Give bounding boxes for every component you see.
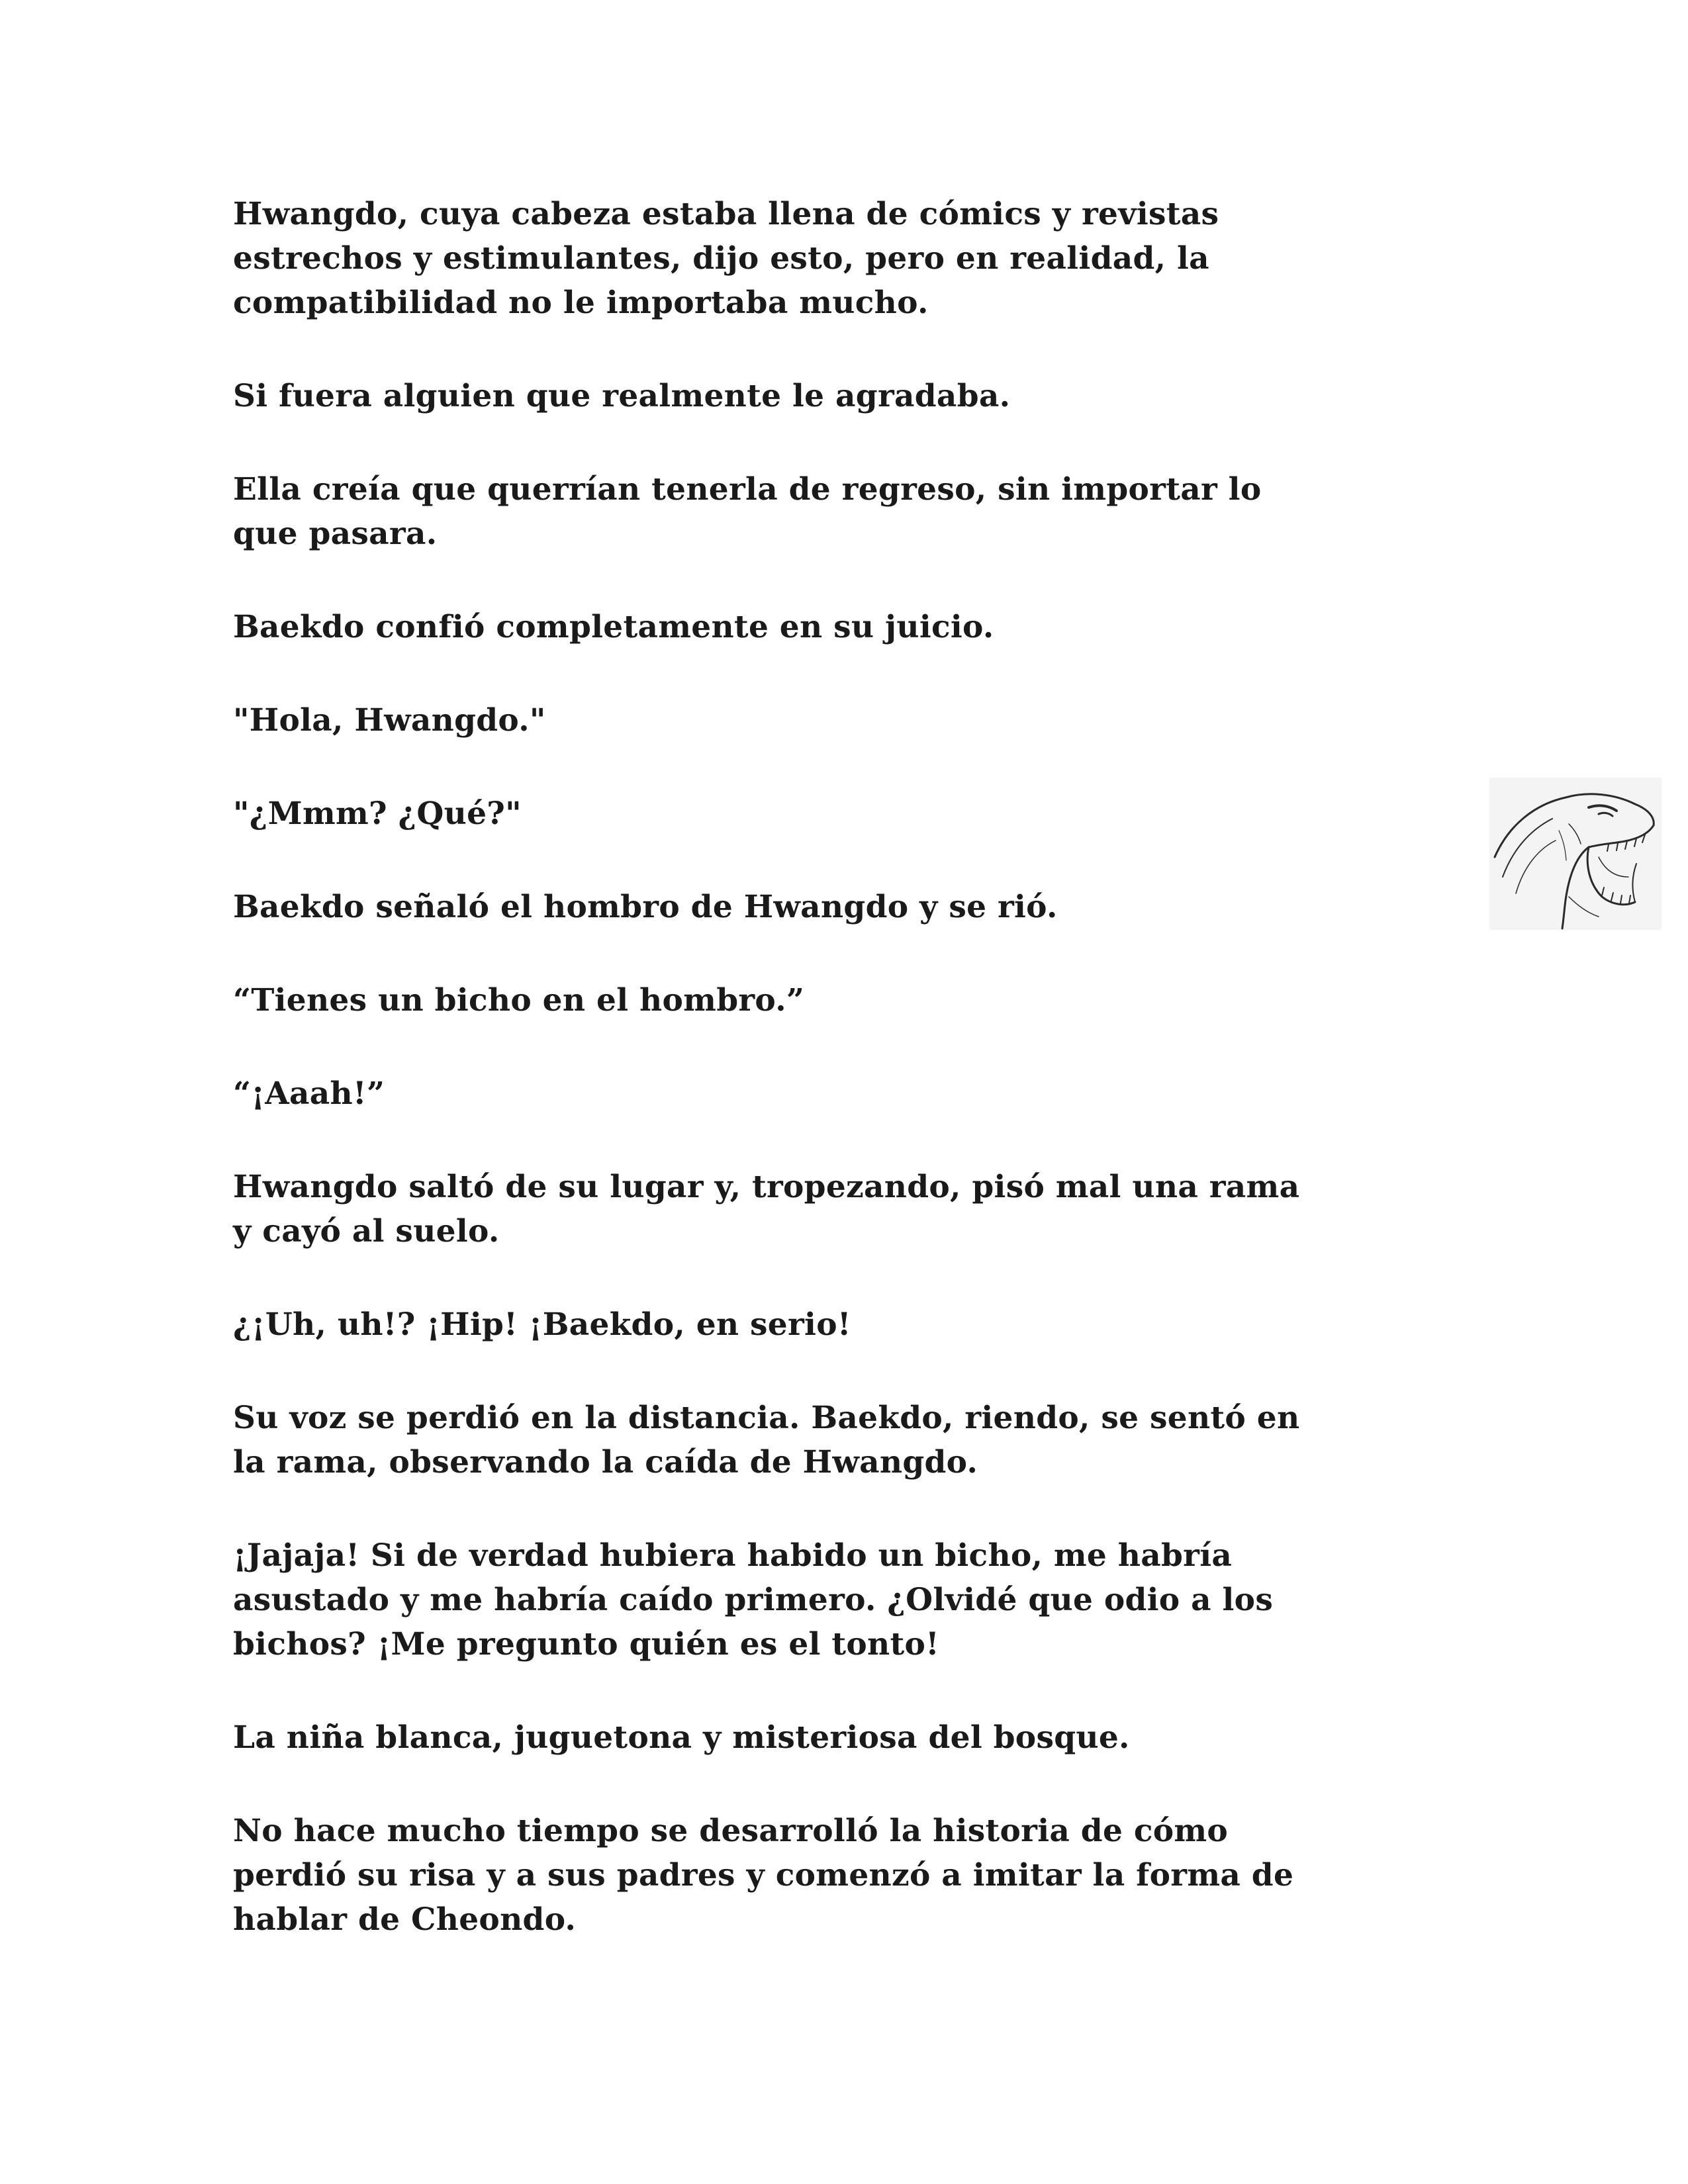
paragraph-2: Si fuera alguien que realmente le agradaba. [233, 378, 1011, 414]
paragraph-7: Baekdo señaló el hombro de Hwangdo y se rió. [233, 889, 1058, 925]
paragraph-8: “Tienes un bicho en el hombro.” [233, 982, 805, 1019]
paragraph-9: “¡Aaah!” [233, 1075, 385, 1112]
paragraph-4: Baekdo confió completamente en su juicio. [233, 609, 994, 645]
paragraph-14: La niña blanca, juguetona y misteriosa del bosque. [233, 1719, 1130, 1756]
paragraph-11: ¿¡Uh, uh!? ¡Hip! ¡Baekdo, en serio! [233, 1306, 851, 1343]
paragraph-1: Hwangdo, cuya cabeza estaba llena de cómics y revistas estrechos y estimulantes, dijo esto, pero en realidad, la compatibilidad no le importaba mucho. [233, 196, 1219, 321]
paragraph-12: Su voz se perdió en la distancia. Baekdo, riendo, se sentó en la rama, observando la caída de Hwangdo. [233, 1400, 1300, 1480]
paragraph-13: ¡Jajaja! Si de verdad hubiera habido un bicho, me habría asustado y me habría caído primero. ¿Olvidé que odio a los bichos? ¡Me pregunto quién es el tonto! [233, 1537, 1274, 1662]
paragraph-15: No hace mucho tiempo se desarrolló la historia de cómo perdió su risa y a sus padres y comenzó a imitar la forma de hablar de Cheondo. [233, 1813, 1294, 1938]
story-text [233, 192, 1464, 1991]
paragraph-5: "Hola, Hwangdo." [233, 702, 546, 739]
paragraph-10: Hwangdo saltó de su lugar y, tropezando, pisó mal una rama y cayó al suelo. [233, 1169, 1300, 1250]
paragraph-6: "¿Mmm? ¿Qué?" [233, 796, 522, 832]
dinosaur-head-sketch-icon [1489, 778, 1662, 930]
paragraph-3: Ella creía que querrían tenerla de regreso, sin importar lo que pasara. [233, 471, 1262, 552]
